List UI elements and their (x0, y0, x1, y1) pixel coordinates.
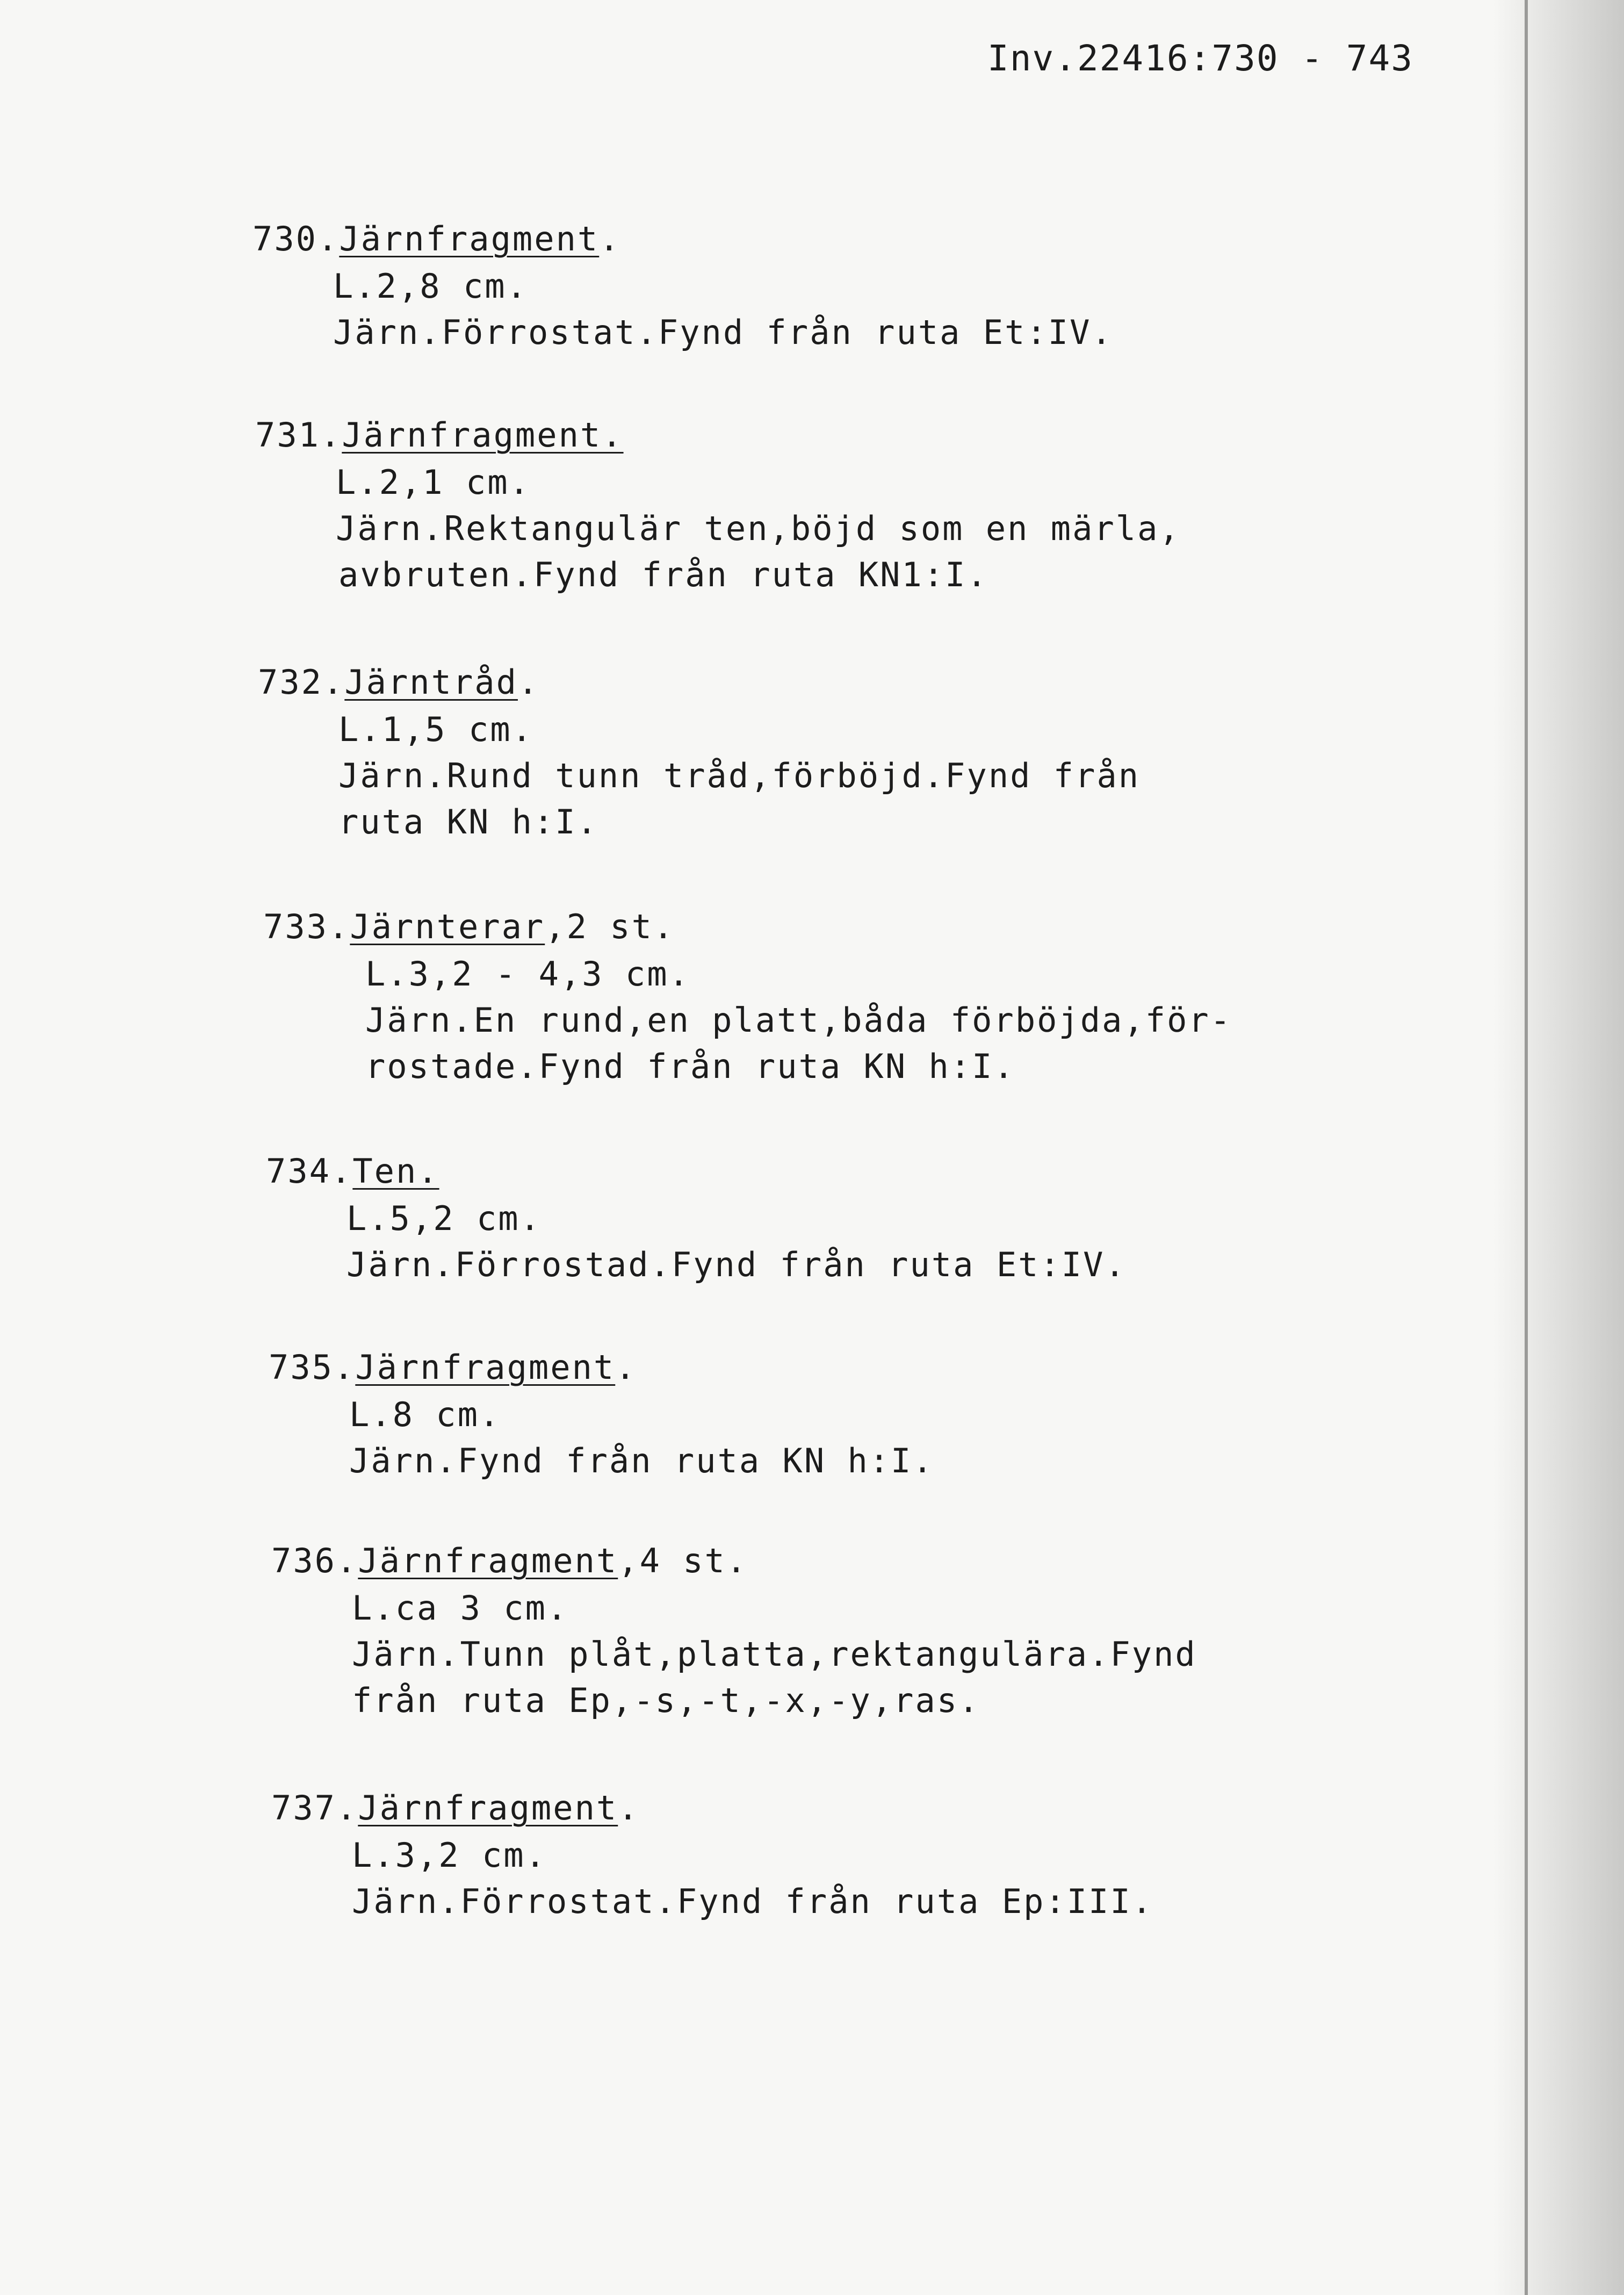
catalog-entry (252, 215, 1113, 356)
entry-title (258, 658, 1140, 707)
entry-number: 732. (258, 663, 345, 702)
entry-line: avbruten.Fynd från ruta KN1:I. (338, 555, 988, 594)
entry-title (271, 1784, 1153, 1832)
catalog-entry (269, 1343, 934, 1484)
entry-suffix: . (618, 1788, 640, 1828)
entry-line: Järn.En rund,en platt,båda förböjda,för- (365, 1001, 1232, 1040)
entry-suffix: . (599, 219, 621, 258)
entry-line: L.3,2 - 4,3 cm. (365, 954, 690, 994)
entry-name: Järnfragment (358, 1541, 618, 1580)
entry-suffix: ,2 st. (545, 907, 675, 946)
entry-name: Ten. (352, 1152, 439, 1191)
catalog-entry (263, 903, 1232, 1090)
entry-line: från ruta Ep,-s,-t,-x,-y,ras. (352, 1681, 980, 1720)
entry-name: Järnfragment. (342, 415, 624, 455)
entry-title (252, 215, 1113, 263)
entry-line: rostade.Fynd från ruta KN h:I. (365, 1047, 1015, 1086)
entry-name: Järnfragment (355, 1348, 616, 1387)
page-edge-shadow (1493, 0, 1624, 2295)
entry-title (271, 1537, 1197, 1585)
entry-suffix: ,4 st. (618, 1541, 748, 1580)
entry-number: 730. (252, 219, 340, 258)
entry-line: L.2,1 cm. (336, 463, 531, 502)
entry-number: 737. (271, 1788, 358, 1828)
entry-number: 731. (255, 415, 342, 455)
entry-line: Järn.Förrostad.Fynd från ruta Et:IV. (347, 1245, 1127, 1284)
entry-suffix: . (517, 663, 540, 702)
entry-title (255, 411, 1181, 459)
entry-line: ruta KN h:I. (338, 802, 598, 841)
entry-line: Järn.Förrostat.Fynd från ruta Et:IV. (333, 313, 1113, 352)
entry-number: 735. (269, 1348, 356, 1387)
entry-title (266, 1147, 1127, 1196)
inventory-header: Inv.22416:730 - 743 (987, 38, 1413, 79)
entry-name: Järnterar (350, 907, 545, 946)
page-edge-line (1525, 0, 1528, 2295)
entry-name: Järnfragment (339, 219, 600, 258)
catalog-entry (258, 658, 1140, 845)
catalog-entry (271, 1784, 1153, 1925)
entry-line: L.ca 3 cm. (352, 1588, 569, 1628)
entry-name: Järnfragment (358, 1788, 618, 1828)
entry-name: Järntråd (344, 663, 518, 702)
entry-line: Järn.Fynd från ruta KN h:I. (349, 1441, 934, 1480)
catalog-entry (266, 1147, 1127, 1288)
entry-title (263, 903, 1232, 951)
entry-line: Järn.Rund tunn tråd,förböjd.Fynd från (338, 756, 1141, 795)
entry-title (269, 1343, 934, 1392)
catalog-entry (271, 1537, 1197, 1724)
entry-line: Järn.Förrostat.Fynd från ruta Ep:III. (352, 1882, 1154, 1921)
entry-suffix: . (615, 1348, 637, 1387)
entry-number: 733. (263, 907, 350, 946)
entry-line: L.5,2 cm. (347, 1199, 542, 1238)
entry-number: 734. (266, 1152, 353, 1191)
entry-line: L.3,2 cm. (352, 1836, 547, 1875)
entry-line: L.8 cm. (349, 1395, 501, 1434)
entry-number: 736. (271, 1541, 358, 1580)
entry-line: Järn.Tunn plåt,platta,rektangulära.Fynd (352, 1635, 1197, 1674)
entry-line: L.1,5 cm. (338, 710, 533, 749)
entry-line: Järn.Rektangulär ten,böjd som en märla, (336, 509, 1181, 548)
entry-line: L.2,8 cm. (333, 267, 528, 306)
catalog-entry (255, 411, 1181, 598)
